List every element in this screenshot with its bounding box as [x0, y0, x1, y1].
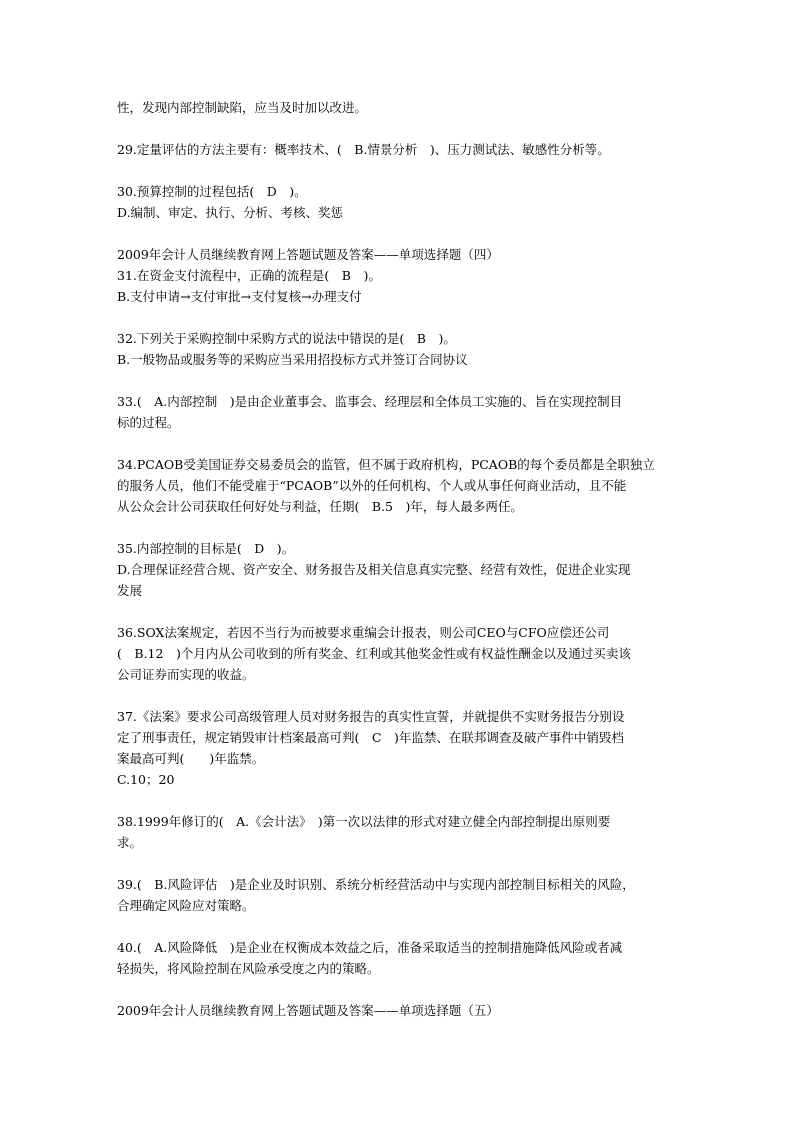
question-text: 38.1999年修订的( A.《会计法》 )第一次以法律的形式对建立健全内部控制提出原则要 — [117, 814, 611, 829]
question-text: 30.预算控制的过程包括( D )。 — [117, 184, 307, 199]
answer-text: D.编制、审定、执行、分析、考核、奖惩 — [117, 205, 344, 220]
paragraph-continuation — [117, 97, 685, 118]
question-text: 的服务人员，他们不能受雇于“PCAOB”以外的任何机构、个人或从事任何商业活动，且不能 — [117, 478, 627, 493]
question-text: 39.( B.风险评估 )是企业及时识别、系统分析经营活动中与实现内部控制目标相关的风险， — [117, 877, 635, 892]
question-text: 求。 — [117, 835, 143, 850]
question-text: 从公众会计公司获取任何好处与利益，任期( B.5 )年，每人最多两任。 — [117, 499, 523, 514]
question-text: 33.( A.内部控制 )是由企业董事会、监事会、经理层和全体员工实施的、旨在实现控制目 — [117, 394, 623, 409]
question-30 — [117, 181, 685, 223]
section-heading: 2009年会计人员继续教育网上答题试题及答案——单项选择题（五） — [117, 1003, 499, 1018]
question-text: 29.定量评估的方法主要有：概率技术、( B.情景分析 )、压力测试法、敏感性分析等。 — [117, 142, 610, 157]
question-text: 公司证券而实现的收益。 — [117, 667, 255, 682]
question-33 — [117, 391, 685, 433]
question-text: 合理确定风险应对策略。 — [117, 898, 255, 913]
question-40 — [117, 937, 685, 979]
question-32 — [117, 328, 685, 370]
question-text: 标的过程。 — [117, 415, 180, 430]
question-29 — [117, 139, 685, 160]
question-34 — [117, 454, 685, 517]
answer-text: 发展 — [117, 583, 143, 598]
question-text: 37.《法案》要求公司高级管理人员对财务报告的真实性宣誓，并就提供不实财务报告分别设 — [117, 709, 625, 724]
question-38 — [117, 811, 685, 853]
question-text: 35.内部控制的目标是( D )。 — [117, 541, 295, 556]
question-text: 31.在资金支付流程中，正确的流程是( B )。 — [117, 268, 381, 283]
answer-text: C.10；20 — [117, 772, 175, 787]
question-39 — [117, 874, 685, 916]
answer-text: D.合理保证经营合规、资产安全、财务报告及相关信息真实完整、经营有效性，促进企业实现 — [117, 562, 631, 577]
section-four-and-question-31 — [117, 244, 685, 307]
question-text: ( B.12 )个月内从公司收到的所有奖金、红利或其他奖金性或有权益性酬金以及通过买卖该 — [117, 646, 631, 661]
question-text: 34.PCAOB受美国证券交易委员会的监管，但不属于政府机构，PCAOB的每个委员都是全职独立 — [117, 457, 655, 472]
text-line: 性，发现内部控制缺陷，应当及时加以改进。 — [117, 100, 368, 115]
question-35 — [117, 538, 685, 601]
section-heading: 2009年会计人员继续教育网上答题试题及答案——单项选择题（四） — [117, 247, 499, 262]
document-page — [117, 97, 685, 1042]
question-text: 32.下列关于采购控制中采购方式的说法中错误的是( B )。 — [117, 331, 456, 346]
question-text: 36.SOX法案规定，若因不当行为而被要求重编会计报表，则公司CEO与CFO应偿还公司 — [117, 625, 610, 640]
answer-text: B.一般物品或服务等的采购应当采用招投标方式并签订合同协议 — [117, 352, 468, 367]
question-text: 轻损失，将风险控制在风险承受度之内的策略。 — [117, 961, 380, 976]
question-37 — [117, 706, 685, 790]
question-text: 40.( A.风险降低 )是企业在权衡成本效益之后，准备采取适当的控制措施降低风险或者减 — [117, 940, 623, 955]
answer-text: B.支付申请→支付审批→支付复核→办理支付 — [117, 289, 362, 304]
question-text: 定了刑事责任，规定销毁审计档案最高可判( C )年监禁、在联邦调查及破产事件中销毁档 — [117, 730, 624, 745]
question-36 — [117, 622, 685, 685]
question-text: 案最高可判( )年监禁。 — [117, 751, 265, 766]
section-five-heading — [117, 1000, 685, 1021]
